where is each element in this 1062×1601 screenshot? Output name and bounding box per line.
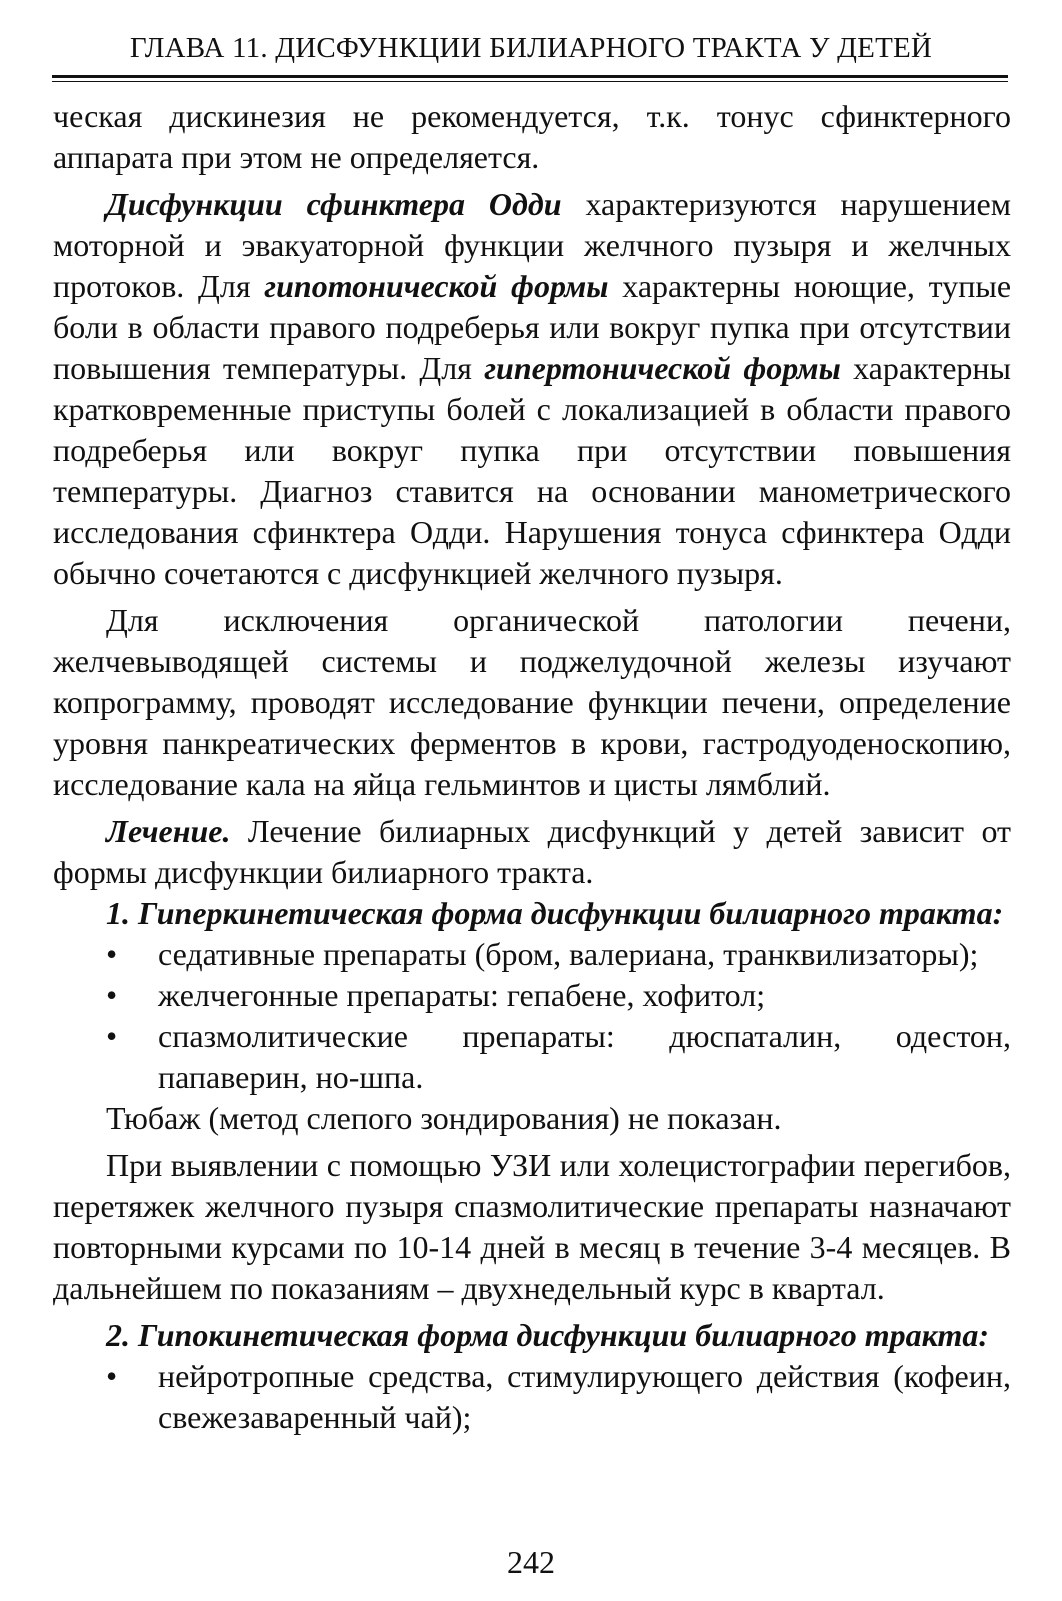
list-item-text: спазмолитические препараты: дюспаталин, одестон, папаверин, но-шпа. <box>158 1018 1011 1095</box>
page-body <box>53 96 1011 1438</box>
term-hypotonic-form: гипотонической формы <box>264 268 609 304</box>
paragraph-text: характеризуются нарушением моторной и эвакуаторной функции желчного пузыря и желчных протоков. Для <box>53 186 1011 304</box>
section-heading-hyperkinetic: 1. Гиперкинетическая форма дисфункции билиарного тракта: <box>106 895 1004 931</box>
page-number: 242 <box>507 1544 555 1580</box>
paragraph-treatment <box>53 811 1011 893</box>
bullet-icon: • <box>106 936 118 972</box>
bullet-icon: • <box>106 977 118 1013</box>
paragraph-continuation: ческая дискинезия не рекомендуется, т.к. тонус сфинктерного аппарата при этом не определяется. <box>53 98 1011 175</box>
list-hyperkinetic-treatment <box>53 934 1011 1098</box>
term-hypertonic-form: гипертонической формы <box>484 350 841 386</box>
paragraph-text: характерны кратковременные приступы болей с локализацией в области правого подреберья или вокруг пупка при отсутствии повышения температуры. Диагноз ставится на основании манометрического исследования сфинктера Одди. Нарушения тонуса сфинктера Одди обычно сочетаются с дисфункцией желчного пузыря. <box>53 350 1012 591</box>
list-item <box>53 934 1011 975</box>
list-item <box>53 1356 1011 1438</box>
list-item <box>53 975 1011 1016</box>
bullet-icon: • <box>106 1018 118 1054</box>
term-oddi-dysfunction: Дисфункции сфинктера Одди <box>106 186 562 222</box>
list-item-text: седативные препараты (бром, валериана, транквилизаторы); <box>158 936 979 972</box>
list-hypokinetic-treatment <box>53 1356 1011 1438</box>
section-heading-hypokinetic: 2. Гипокинетическая форма дисфункции билиарного тракта: <box>106 1317 990 1353</box>
list-item-text: желчегонные препараты: гепабене, хофитол; <box>158 977 766 1013</box>
header-rule-thin <box>52 81 1008 82</box>
bullet-icon: • <box>106 1358 118 1394</box>
paragraph-text: Лечение билиарных дисфункций у детей зависит от формы дисфункции билиарного тракта. <box>53 813 1011 890</box>
list-item <box>53 1016 1011 1098</box>
paragraph-tubage: Тюбаж (метод слепого зондирования) не показан. <box>106 1100 782 1136</box>
running-header: ГЛАВА 11. ДИСФУНКЦИИ БИЛИАРНОГО ТРАКТА У ДЕТЕЙ <box>129 32 933 64</box>
term-treatment: Лечение. <box>106 813 231 849</box>
list-item-text: нейротропные средства, стимулирующего действия (кофеин, свежезаваренный чай); <box>158 1358 1011 1435</box>
paragraph-text: характерны ноющие, тупые боли в области правого подреберья или вокруг пупка при отсутствии повышения температуры. Для <box>53 268 1012 386</box>
header-rule-thick <box>52 75 1008 78</box>
paragraph-ultrasound: При выявлении с помощью УЗИ или холецистографии перегибов, перетяжек желчного пузыря спазмолитические препараты назначают повторными курсами по 10-14 дней в месяц в течение 3-4 месяцев. В дальнейшем по показаниям – двухнедельный курс в квартал. <box>53 1147 1011 1306</box>
paragraph-oddi-sphincter <box>53 184 1011 594</box>
paragraph-diagnostics: Для исключения органической патологии печени, желчевыводящей системы и поджелудочной железы изучают копрограмму, проводят исследование функции печени, определение уровня панкреатических ферментов в крови, гастродуоденоскопию, исследование кала на яйца гельминтов и цисты лямблий. <box>53 602 1011 802</box>
